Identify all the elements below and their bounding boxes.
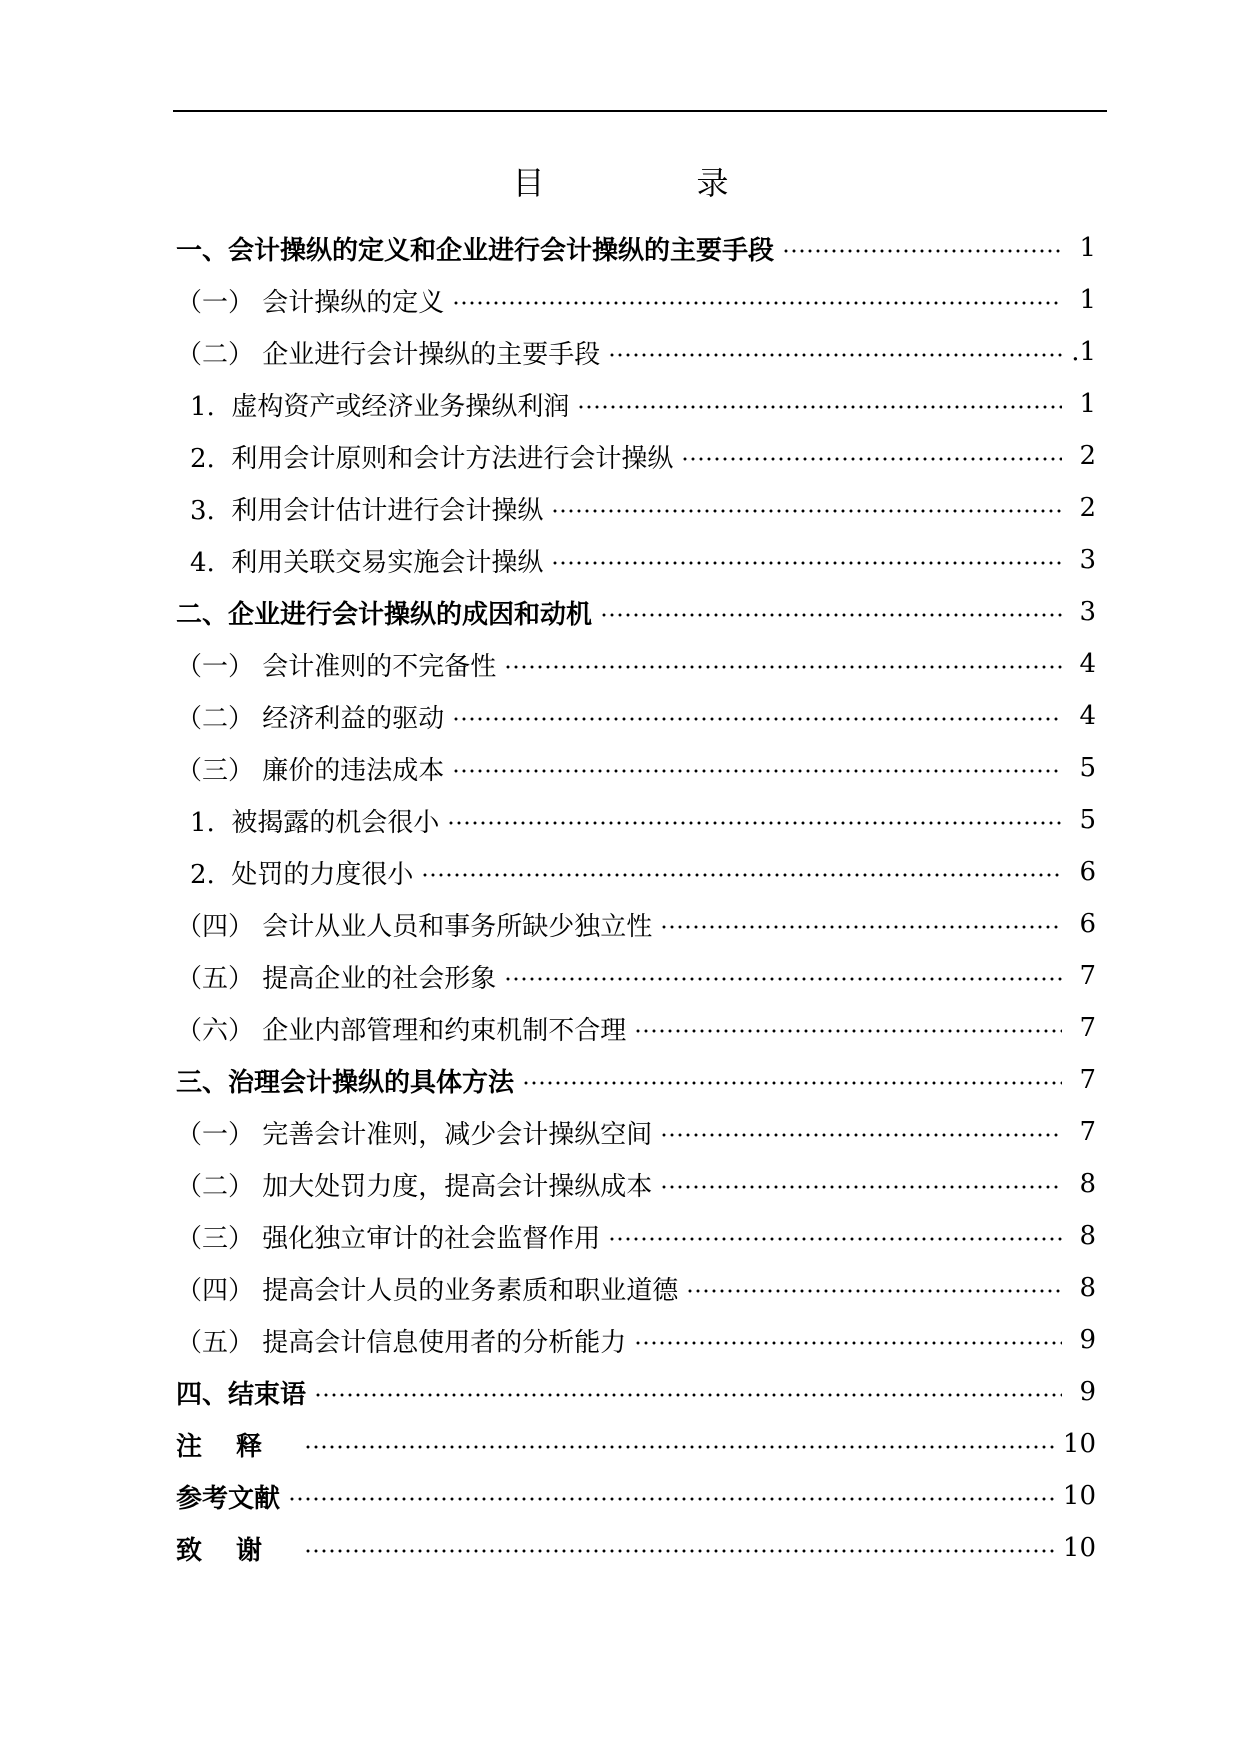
toc-entry-label: 2. 利用会计原则和会计方法进行会计操纵 (190, 443, 674, 474)
dot-leader (686, 1275, 1062, 1301)
toc-entry-page-number: 8 (1079, 1273, 1096, 1303)
toc-entry-label: （二） 经济利益的驱动 (176, 703, 445, 734)
toc-entry[interactable] (176, 898, 1096, 950)
toc-entry-label: 1. 被揭露的机会很小 (190, 807, 440, 838)
dot-leader (551, 495, 1062, 521)
toc-entry[interactable] (176, 534, 1096, 586)
toc-entry-label: （四） 提高会计人员的业务素质和职业道德 (176, 1275, 679, 1306)
toc-entry-page-number: 6 (1079, 909, 1096, 939)
dot-leader (634, 1327, 1062, 1353)
toc-entry-page-number: 3 (1079, 545, 1096, 575)
dot-leader (660, 1119, 1062, 1145)
toc-entry-label: （五） 提高会计信息使用者的分析能力 (176, 1327, 627, 1358)
toc-entry-label: （一） 完善会计准则，减少会计操纵空间 (176, 1119, 653, 1150)
page-title: 目 录 (512, 164, 789, 202)
toc-entry-label: （二） 加大处罚力度，提高会计操纵成本 (176, 1171, 653, 1202)
toc-entry-page-number: 2 (1079, 441, 1096, 471)
toc-entry-page-number: 7 (1079, 1013, 1096, 1043)
toc-entry-page-number: 10 (1062, 1481, 1096, 1511)
toc-entry-label: 三、治理会计操纵的具体方法 (176, 1067, 515, 1098)
dot-leader (551, 547, 1062, 573)
dot-leader (782, 235, 1062, 261)
dot-leader (452, 703, 1062, 729)
dot-leader (522, 1067, 1062, 1093)
toc-entry[interactable] (176, 430, 1096, 482)
dot-leader (681, 443, 1062, 469)
toc-entry[interactable] (176, 1262, 1096, 1314)
dot-leader (421, 859, 1062, 885)
dot-leader (452, 755, 1062, 781)
dot-leader (634, 1015, 1062, 1041)
toc-entry[interactable] (176, 1054, 1096, 1106)
toc-entry-page-number: 4 (1079, 649, 1096, 679)
dot-leader (660, 1171, 1062, 1197)
toc-entry[interactable] (176, 1210, 1096, 1262)
toc-entry-page-number: 1 (1079, 285, 1096, 315)
toc-entry[interactable] (176, 326, 1096, 378)
dot-leader (504, 651, 1062, 677)
toc-entry-page-number: 4 (1079, 701, 1096, 731)
dot-leader (600, 599, 1062, 625)
toc-entry[interactable] (176, 1418, 1096, 1470)
toc-entry-page-number: 1 (1079, 233, 1096, 263)
toc-entry[interactable] (176, 378, 1096, 430)
toc-entry[interactable] (176, 846, 1096, 898)
toc-entry[interactable] (176, 482, 1096, 534)
toc-entry-label: 一、会计操纵的定义和企业进行会计操纵的主要手段 (176, 235, 775, 266)
toc-entry-page-number: 5 (1079, 805, 1096, 835)
toc-entry-label: 二、企业进行会计操纵的成因和动机 (176, 599, 593, 630)
toc-entry-label: （六） 企业内部管理和约束机制不合理 (176, 1015, 627, 1046)
toc-entry-label: （五） 提高企业的社会形象 (176, 963, 497, 994)
toc-entry-label: 3. 利用会计估计进行会计操纵 (190, 495, 544, 526)
toc-entry[interactable] (176, 586, 1096, 638)
toc-entry[interactable] (176, 1002, 1096, 1054)
toc-entry-label: （一） 会计操纵的定义 (176, 287, 445, 318)
toc-entry-label: 参考文献 (176, 1483, 281, 1514)
toc-entry[interactable] (176, 950, 1096, 1002)
toc-entry-page-number: 6 (1079, 857, 1096, 887)
toc-entry-label: 1. 虚构资产或经济业务操纵利润 (190, 391, 570, 422)
toc-entry-label: 注释 (176, 1431, 297, 1462)
header-rule (173, 110, 1107, 112)
dot-leader (608, 339, 1062, 365)
dot-leader (452, 287, 1062, 313)
toc-entry-page-number: 9 (1079, 1325, 1096, 1355)
toc-entry-page-number: 3 (1079, 597, 1096, 627)
dot-leader (447, 807, 1062, 833)
toc-entry-page-number: 7 (1079, 1065, 1096, 1095)
toc-entry[interactable] (176, 742, 1096, 794)
toc-entry[interactable] (176, 274, 1096, 326)
toc-entry-page-number: 7 (1079, 1117, 1096, 1147)
dot-leader (660, 911, 1062, 937)
dot-leader (608, 1223, 1062, 1249)
toc-entry[interactable] (176, 690, 1096, 742)
dot-leader (577, 391, 1062, 417)
toc-entry[interactable] (176, 1314, 1096, 1366)
toc-entry-page-number: 10 (1062, 1429, 1096, 1459)
toc-entry-page-number: 9 (1079, 1377, 1096, 1407)
dot-leader (504, 963, 1062, 989)
toc-entry[interactable] (176, 1470, 1096, 1522)
table-of-contents (176, 222, 1096, 1574)
toc-entry-label: （一） 会计准则的不完备性 (176, 651, 497, 682)
dot-leader (304, 1535, 1055, 1561)
toc-entry-page-number: 7 (1079, 961, 1096, 991)
toc-entry[interactable] (176, 638, 1096, 690)
toc-entry-label: 致谢 (176, 1535, 297, 1566)
dot-leader (314, 1379, 1062, 1405)
toc-entry-label: 四、结束语 (176, 1379, 307, 1410)
toc-entry[interactable] (176, 1106, 1096, 1158)
toc-entry[interactable] (176, 222, 1096, 274)
toc-entry-page-number: 10 (1062, 1533, 1096, 1563)
toc-entry-label: 4. 利用关联交易实施会计操纵 (190, 547, 544, 578)
toc-entry-label: （四） 会计从业人员和事务所缺少独立性 (176, 911, 653, 942)
toc-entry-page-number: 8 (1079, 1169, 1096, 1199)
toc-entry-page-number: 1 (1079, 389, 1096, 419)
toc-entry-page-number: 2 (1079, 493, 1096, 523)
toc-entry-page-number: 5 (1079, 753, 1096, 783)
toc-entry[interactable] (176, 1522, 1096, 1574)
toc-entry-label: （三） 强化独立审计的社会监督作用 (176, 1223, 601, 1254)
toc-entry-page-number: 8 (1079, 1221, 1096, 1251)
toc-entry-label: （三） 廉价的违法成本 (176, 755, 445, 786)
toc-entry[interactable] (176, 1366, 1096, 1418)
dot-leader (288, 1483, 1055, 1509)
toc-entry-page-number: .1 (1071, 337, 1096, 367)
dot-leader (304, 1431, 1055, 1457)
toc-entry-label: 2. 处罚的力度很小 (190, 859, 414, 890)
toc-entry[interactable] (176, 1158, 1096, 1210)
toc-entry[interactable] (176, 794, 1096, 846)
toc-entry-label: （二） 企业进行会计操纵的主要手段 (176, 339, 601, 370)
